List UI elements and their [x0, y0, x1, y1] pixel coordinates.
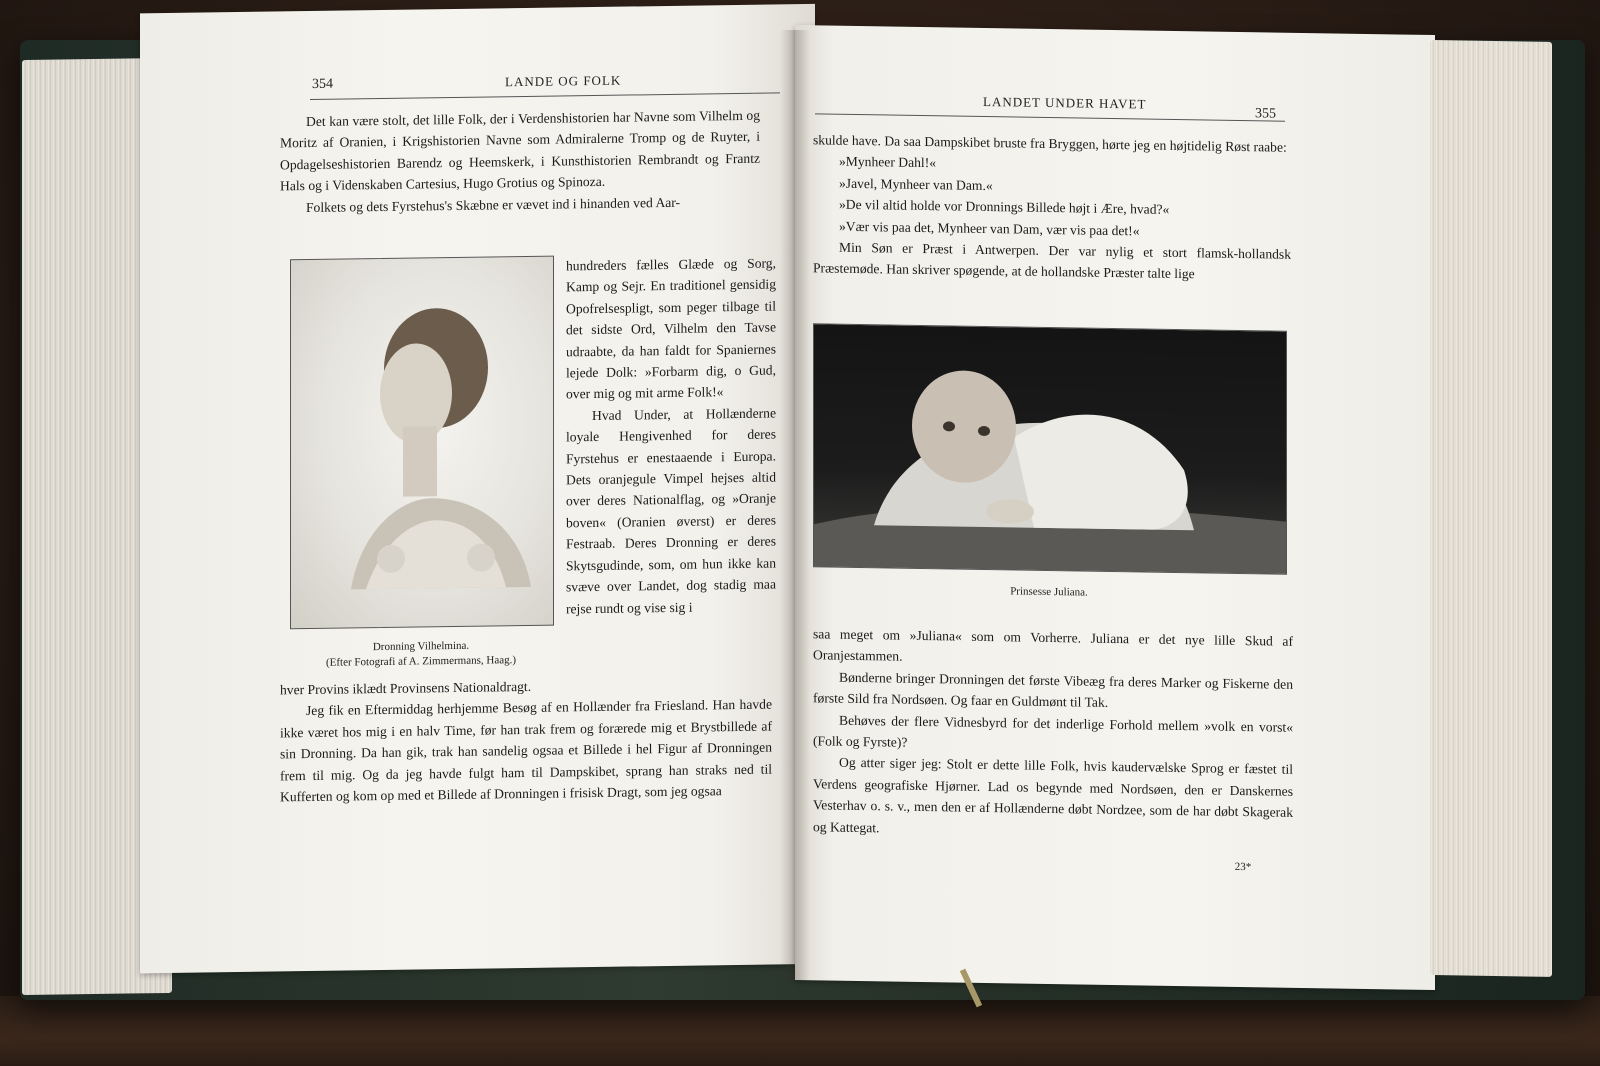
photo-caption: [290, 638, 552, 672]
page-number: 355: [1255, 106, 1276, 122]
book-gutter: [780, 30, 810, 980]
dialogue-line: »Vær vis paa det, Mynheer van Dam, vær vis paa det!«: [839, 218, 1140, 239]
dialogue-line: »Mynheer Dahl!«: [839, 154, 937, 171]
header-rule: [815, 113, 1285, 121]
portrait-figure: [291, 257, 553, 629]
right-page: [795, 25, 1435, 990]
right-page-edges: [1430, 40, 1552, 977]
baby-figure: [814, 324, 1286, 573]
paragraph: Folkets og dets Fyrstehus's Skæbne er vævet ind i hinanden ved Aar-: [306, 194, 681, 215]
paragraph: Og atter siger jeg: Stolt er dette lille Folk, hvis kaudervælske Sprog er fæstet til Verdens geografiske Hjørner. Lad os begynde med Nordsøen, den er Danskernes Vesterhav o. s. v., men den er af Hollænderne døbt Nordzee, som de har døbt Skagerak og Kattegat.: [813, 755, 1293, 835]
text-block: [813, 623, 1293, 845]
dialogue-line: »De vil altid holde vor Dronnings Billede højt i Ære, hvad?«: [839, 196, 1170, 218]
left-page-block: [22, 4, 797, 1000]
paragraph: skulde have. Da saa Dampskibet bruste fra Bryggen, hørte jeg en højtidelig Røst raabe:: [813, 132, 1287, 155]
paragraph: Behøves der flere Vidnesbyrd for det inderlige Forhold mellem »volk en vorst« (Folk og Fyrste)?: [813, 712, 1293, 750]
running-head: LANDE OG FOLK: [505, 72, 622, 90]
right-page-block: [795, 25, 1575, 1012]
dialogue-line: »Javel, Mynheer van Dam.«: [839, 175, 993, 193]
paragraph: Hvad Under, at Hollænderne loyale Hengivenhed for deres Fyrstehus er enestaaende i Europa. Dets oranjegule Vimpel hejses altid over deres Nationalflag, og »Oranje boven« (Oranien øverst) er deres Festraab. Deres Dronning er deres Skytsgudinde, som, om hun ikke kan svæve over Landet, dog stadig maa rejse rundt og vise sig i: [566, 405, 776, 616]
side-text-block: [566, 252, 776, 619]
running-head: LANDET UNDER HAVET: [983, 93, 1147, 112]
left-page: [140, 4, 815, 973]
signature-mark: 23*: [1234, 860, 1252, 874]
baby-photo: [813, 323, 1287, 574]
text-block: [280, 673, 772, 808]
paragraph: hver Provins iklædt Provinsens Nationaldragt.: [280, 678, 532, 698]
text-block: [813, 129, 1291, 286]
header-rule: [310, 92, 780, 100]
paragraph: hundreders fælles Glæde og Sorg, Kamp og Sejr. En traditionel gensidig Opofrelsespligt, som peger tilbage til det sidste Ord, Vilhelm den Tavse udraabte, da han faldt for Spaniernes lejede Dolk: »Forbarm dig, o Gud, over mig og mit arme Folk!«: [566, 255, 776, 402]
paragraph: saa meget om »Juliana« som om Vorherre. Juliana er det nye lille Skud af Oranjestammen.: [813, 626, 1293, 665]
portrait-photo: [290, 256, 554, 630]
paragraph: Det kan være stolt, det lille Folk, der i Verdenshistorien har Navne som Vilhelm og Moritz af Oranien, i Krigshistorien Navne som Admiralerne Tromp og de Ruyter, i Opdagelseshistorien Barendz og Heemskerk, i Kunsthistorien Rembrandt og Frantz Hals og i Videnskaben Cartesius, Hugo Grotius og Spinoza.: [280, 107, 760, 194]
paragraph: Min Søn er Præst i Antwerpen. Der var nylig et stort flamsk-hollandsk Præstemøde. Han skriver spøgende, at de hollandske Præster talte lige: [813, 239, 1291, 282]
paragraph: Jeg fik en Eftermiddag herhjemme Besøg af en Hollænder fra Friesland. Han havde ikke været hos mig i en halv Time, før han trak frem og forærede mig et Brystbillede af sin Dronning. Da han gik, trak han sandelig ogsaa et Billede i hel Figur af Dronningen frem til mig. Og da jeg havde fulgt ham til Dampskibet, sprang han straks ned til Kufferten og kom op med et Billede af Dronningen i frisisk Dragt, som jeg ogsaa: [280, 696, 772, 805]
caption-line: (Efter Fotografi af A. Zimmermans, Haag.): [326, 654, 516, 669]
caption-line: Dronning Vilhelmina.: [372, 639, 470, 654]
paragraph: Bønderne bringer Dronningen det første Vibeæg fra deres Marker og Fiskerne den første Sild fra Nordsøen. Og faar en Guldmønt til Tak.: [813, 669, 1293, 711]
photo-caption: Prinsesse Juliana.: [1010, 585, 1088, 599]
page-number: 354: [312, 76, 333, 92]
text-block: [280, 105, 760, 219]
